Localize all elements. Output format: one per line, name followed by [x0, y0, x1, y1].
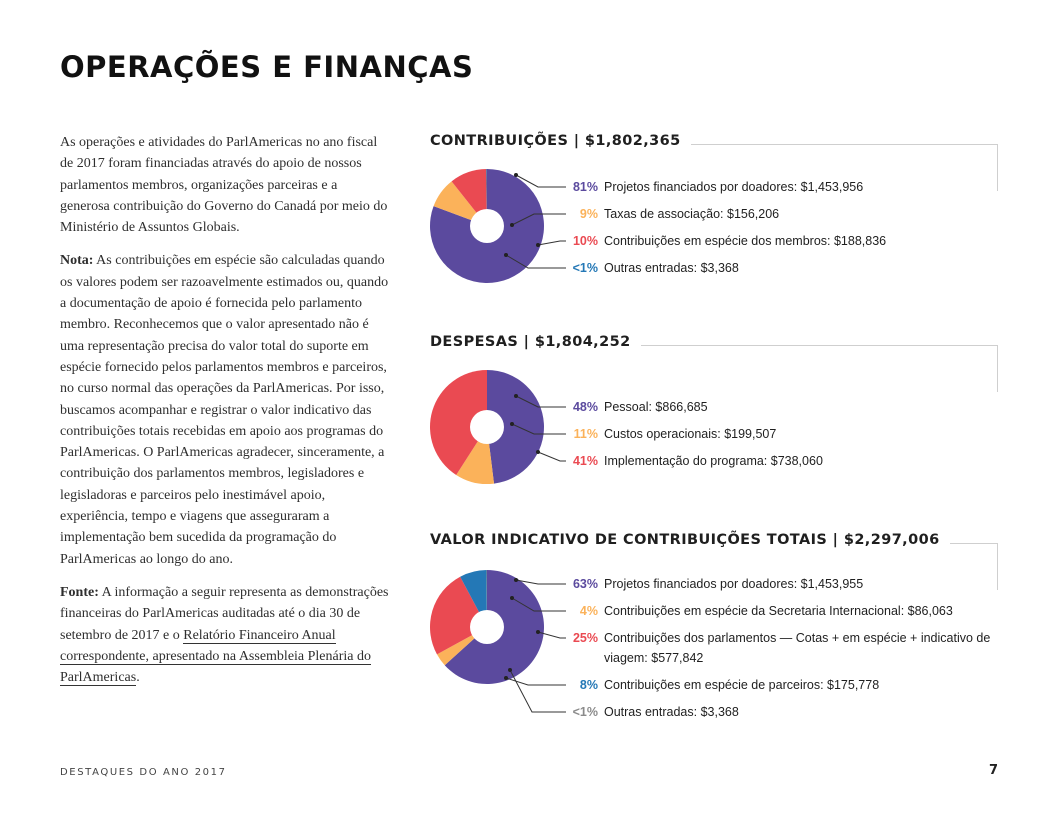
chart-heading — [430, 133, 687, 149]
source-label: Fonte: — [60, 584, 99, 600]
legend-item — [570, 177, 863, 197]
leader-dot — [504, 676, 508, 680]
legend-item — [570, 628, 996, 668]
leader-dot — [504, 253, 508, 257]
chart-total: $2,297,006 — [843, 532, 940, 548]
chart-title: CONTRIBUIÇÕES — [430, 133, 569, 149]
note-label: Nota: — [60, 253, 94, 269]
heading-frame-line — [641, 345, 998, 392]
page-number: 7 — [989, 763, 999, 778]
page-title: OPERAÇÕES E FINANÇAS — [60, 50, 474, 84]
legend-label: Contribuições em espécie da Secretaria Internacional: $86,063 — [604, 604, 953, 618]
legend-item — [570, 702, 739, 722]
legend-label: Pessoal: $866,685 — [604, 400, 708, 414]
heading-frame-line — [950, 543, 998, 590]
legend-label: Taxas de associação: $156,206 — [604, 207, 780, 221]
footer-label: DESTAQUES DO ANO 2017 — [60, 767, 227, 778]
leader-dot — [514, 578, 518, 582]
legend-item — [570, 451, 823, 471]
legend-item — [570, 675, 879, 695]
legend-label: Contribuições em espécie dos membros: $188,836 — [604, 234, 887, 248]
legend-percent: 9% — [579, 207, 598, 221]
leader-dot — [510, 223, 514, 227]
legend-item — [570, 397, 708, 417]
leader-dot — [510, 596, 514, 600]
legend-percent: 8% — [579, 678, 598, 692]
chart-heading — [430, 532, 946, 548]
legend-label: Outras entradas: $3,368 — [604, 705, 739, 719]
legend-percent: 81% — [572, 180, 598, 194]
legend-percent: 10% — [572, 234, 598, 248]
leader-dot — [536, 630, 540, 634]
legend-label: Projetos financiados por doadores: $1,453,956 — [604, 180, 864, 194]
leader-dot — [514, 394, 518, 398]
leader-line — [538, 452, 566, 461]
legend-percent: 4% — [579, 604, 598, 618]
leader-dot — [514, 173, 518, 177]
donut-hole — [470, 410, 504, 444]
legend-percent: 41% — [572, 454, 598, 468]
note-paragraph — [60, 250, 390, 569]
legend-item — [570, 424, 776, 444]
annual-report-link[interactable]: Relatório Financeiro Anual correspondente, apresentado na Assembleia Plenária do ParlAmericas — [60, 627, 372, 686]
contributions-section — [430, 133, 1000, 293]
legend-item — [570, 574, 863, 594]
expenses-section — [430, 334, 1000, 494]
intro-paragraph: As operações e atividades do ParlAmericas no ano fiscal de 2017 foram financiadas através do apoio de nossos parlamentos membros, organizações parceiras e a generosa contribuição do Governo do Canadá por meio do Ministério de Assuntos Globais. — [60, 135, 388, 236]
intro-text — [60, 132, 390, 700]
legend-percent: <1% — [572, 705, 598, 719]
legend-percent: <1% — [572, 261, 598, 275]
indicative-total-section — [430, 532, 1000, 732]
legend-item — [570, 231, 886, 251]
legend-item — [570, 601, 953, 621]
leader-dot — [536, 243, 540, 247]
donut-hole — [470, 209, 504, 243]
note-text: As contribuições em espécie são calculadas quando os valores podem ser razoavelmente estimados ou, quando a documentação de apoio é fornecida pelo parlamento membro. Reconhecemos que o valor apresentado não é uma representação precisa do valor total do suporte em espécie fornecido pelos parlamentos membros e parceiros, no curso normal das operações da ParlAmericas. Por isso, buscamos acompanhar e registrar o valor indicativo das contribuições totais recebidas em apoio aos programas do ParlAmericas. O ParlAmericas agradecer, sinceramente, a contribuição dos parlamentos membros, legisladores e legisladoras e parceiros pelo inestimável apoio, experiência, tempo e viagens que asseguraram a implementação bem sucedida da programação do ParlAmericas ao longo do ano. — [60, 253, 389, 567]
donut-hole — [470, 610, 504, 644]
legend-percent: 48% — [572, 400, 598, 414]
chart-total: $1,804,252 — [534, 334, 631, 350]
leader-dot — [508, 668, 512, 672]
legend-percent: 25% — [572, 631, 598, 645]
source-paragraph — [60, 582, 390, 688]
legend-label: Contribuições em espécie de parceiros: $175,778 — [604, 678, 880, 692]
leader-line — [510, 670, 566, 712]
legend-label: Custos operacionais: $199,507 — [604, 427, 777, 441]
leader-dot — [510, 422, 514, 426]
legend-percent: 63% — [572, 577, 598, 591]
legend-item — [570, 258, 739, 278]
legend-label: Implementação do programa: $738,060 — [604, 454, 823, 468]
source-end: . — [136, 670, 140, 686]
chart-heading — [430, 334, 637, 350]
legend-item — [570, 204, 779, 224]
leader-line — [538, 241, 566, 245]
heading-separator: | — [518, 334, 535, 350]
leader-dot — [536, 450, 540, 454]
heading-separator: | — [827, 532, 844, 548]
chart-total: $1,802,365 — [584, 133, 681, 149]
legend-percent: 11% — [573, 427, 598, 441]
legend-label: Contribuições dos parlamentos — Cotas + em espécie + indicativo de viagem: $577,842 — [604, 631, 991, 665]
source-text: A informação a seguir representa as demonstrações financeiras do ParlAmericas auditadas até o dia 30 de setembro de 2017 e o — [60, 584, 389, 643]
heading-separator: | — [568, 133, 585, 149]
legend-label: Projetos financiados por doadores: $1,453,955 — [604, 577, 864, 591]
chart-title: VALOR INDICATIVO DE CONTRIBUIÇÕES TOTAIS — [430, 532, 828, 548]
legend-label: Outras entradas: $3,368 — [604, 261, 739, 275]
chart-title: DESPESAS — [430, 334, 519, 350]
